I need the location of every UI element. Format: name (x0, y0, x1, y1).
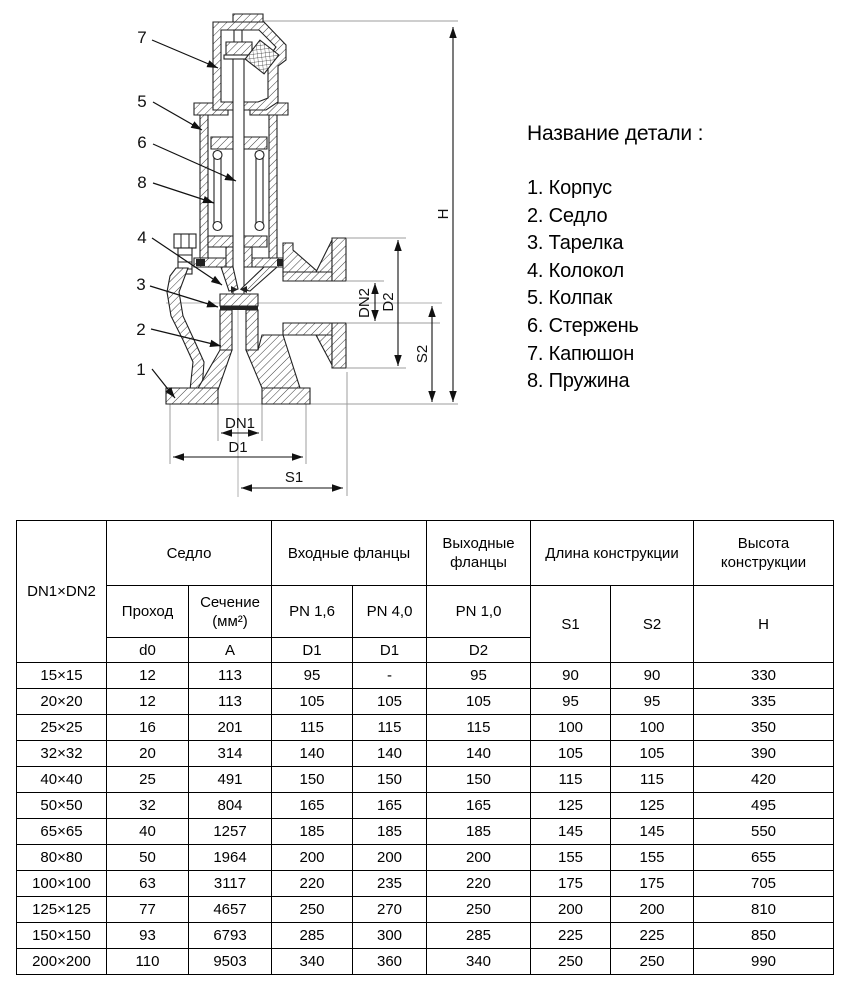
table-cell: 105 (531, 741, 611, 767)
table-cell: 50×50 (17, 793, 107, 819)
col-header-length: Длина конструкции (531, 521, 694, 586)
table-cell: 200 (272, 845, 353, 871)
bell-part (221, 267, 277, 293)
table-cell: 125 (531, 793, 611, 819)
callout-5: 5 (137, 92, 147, 111)
table-cell: 105 (272, 689, 353, 715)
col-header-h: H (694, 586, 834, 663)
table-cell: 20 (107, 741, 189, 767)
table-cell: 1964 (189, 845, 272, 871)
table-cell: 115 (427, 715, 531, 741)
table-cell: 95 (272, 663, 353, 689)
table-cell: 40 (107, 819, 189, 845)
table-cell: 850 (694, 923, 834, 949)
table-cell: 655 (694, 845, 834, 871)
disc-part (220, 294, 258, 310)
legend-item-pruzhina: 8. Пружина (527, 370, 630, 393)
dim-label-d2: D2 (380, 292, 397, 312)
table-cell: 165 (353, 793, 427, 819)
table-cell: 200 (611, 897, 694, 923)
table-cell: 200 (531, 897, 611, 923)
col-header-a: A (189, 638, 272, 663)
table-cell: 40×40 (17, 767, 107, 793)
dim-label-d1: D1 (228, 439, 248, 456)
table-cell: 20×20 (17, 689, 107, 715)
col-header-outlet (427, 521, 531, 586)
table-cell: 15×15 (17, 663, 107, 689)
dim-label-s1: S1 (284, 469, 304, 486)
table-cell: 185 (427, 819, 531, 845)
table-cell: 804 (189, 793, 272, 819)
callout-7: 7 (137, 28, 147, 47)
table-cell: 314 (189, 741, 272, 767)
col-header-s2: S2 (611, 586, 694, 663)
dim-label-dn2: DN2 (356, 287, 373, 319)
table-cell: 165 (272, 793, 353, 819)
table-cell: 335 (694, 689, 834, 715)
table-cell: 250 (531, 949, 611, 975)
table-cell: 250 (611, 949, 694, 975)
table-cell: 110 (107, 949, 189, 975)
table-cell: 95 (611, 689, 694, 715)
table-cell: 115 (353, 715, 427, 741)
col-header-pn40: PN 4,0 (353, 586, 427, 638)
table-cell: 330 (694, 663, 834, 689)
callout-2: 2 (136, 320, 146, 339)
table-cell: 3117 (189, 871, 272, 897)
table-cell: 145 (531, 819, 611, 845)
table-cell: 32 (107, 793, 189, 819)
table-cell: 125×125 (17, 897, 107, 923)
table-row (17, 949, 834, 975)
legend-item-sterzhen: 6. Стержень (527, 314, 639, 337)
table-body (17, 663, 834, 975)
table-cell: 225 (531, 923, 611, 949)
table-cell: 250 (272, 897, 353, 923)
col-header-height (694, 521, 834, 586)
valve-drawing (0, 0, 500, 515)
table-cell: 113 (189, 663, 272, 689)
table-cell: 150 (272, 767, 353, 793)
table-cell: 9503 (189, 949, 272, 975)
table-cell: 285 (427, 923, 531, 949)
table-cell: 25×25 (17, 715, 107, 741)
table-cell: 115 (272, 715, 353, 741)
table-cell: 80×80 (17, 845, 107, 871)
legend-item-korpus: 1. Корпус (527, 177, 612, 199)
table-cell: 140 (272, 741, 353, 767)
header-line: конструкции (720, 554, 807, 571)
col-header-prohod: Проход (107, 586, 189, 638)
table-cell: 125 (611, 793, 694, 819)
table-cell: 990 (694, 949, 834, 975)
table-cell: 200 (427, 845, 531, 871)
table-cell: 200 (353, 845, 427, 871)
table-cell: 95 (427, 663, 531, 689)
table-cell: 12 (107, 663, 189, 689)
table-cell: 220 (272, 871, 353, 897)
table-header (17, 521, 834, 663)
table-cell: 235 (353, 871, 427, 897)
table-cell: 25 (107, 767, 189, 793)
table-cell: 340 (272, 949, 353, 975)
legend-title: Название детали : (527, 122, 704, 145)
table-cell: 145 (611, 819, 694, 845)
table-cell: 390 (694, 741, 834, 767)
table-cell: 155 (611, 845, 694, 871)
dimensions-table (16, 520, 834, 975)
table-cell: 155 (531, 845, 611, 871)
table-cell: 140 (353, 741, 427, 767)
legend-item-kolpak: 5. Колпак (527, 287, 613, 310)
legend-item-kapyushon: 7. Капюшон (527, 342, 635, 365)
table-cell: 225 (611, 923, 694, 949)
table-row (17, 689, 834, 715)
callout-4: 4 (137, 228, 147, 247)
dim-label-dn1: DN1 (224, 415, 256, 432)
callout-8: 8 (137, 173, 147, 192)
dim-label-h: H (435, 208, 452, 220)
col-header-d2: D2 (427, 638, 531, 663)
table-cell: 491 (189, 767, 272, 793)
table-cell: 90 (611, 663, 694, 689)
table-cell: 105 (611, 741, 694, 767)
table-cell: 300 (353, 923, 427, 949)
table-cell: 6793 (189, 923, 272, 949)
table-cell: 350 (694, 715, 834, 741)
table-row (17, 715, 834, 741)
table-cell: 810 (694, 897, 834, 923)
stem-part (233, 30, 244, 297)
table-cell: 220 (427, 871, 531, 897)
table-cell: 420 (694, 767, 834, 793)
table-row (17, 897, 834, 923)
table-cell: 4657 (189, 897, 272, 923)
table-row (17, 767, 834, 793)
table-cell: 32×32 (17, 741, 107, 767)
table-cell: 12 (107, 689, 189, 715)
table-cell: 1257 (189, 819, 272, 845)
table-cell: 77 (107, 897, 189, 923)
header-line: Сечение (200, 593, 260, 611)
legend-items (527, 175, 827, 396)
table-cell: 175 (531, 871, 611, 897)
col-header-dn: DN1×DN2 (17, 521, 107, 663)
table-cell: 93 (107, 923, 189, 949)
col-header-d1-40: D1 (353, 638, 427, 663)
header-line: (мм²) (212, 612, 248, 630)
table-cell: 115 (611, 767, 694, 793)
header-line: Выходные (442, 535, 515, 552)
table-cell: 100×100 (17, 871, 107, 897)
col-header-s1: S1 (531, 586, 611, 663)
table-cell: 150×150 (17, 923, 107, 949)
table-cell: 270 (353, 897, 427, 923)
legend-item-kolokol: 4. Колокол (527, 259, 624, 282)
table-cell: 360 (353, 949, 427, 975)
table-cell: 175 (611, 871, 694, 897)
table-cell: 63 (107, 871, 189, 897)
table-cell: 50 (107, 845, 189, 871)
table-cell: 100 (611, 715, 694, 741)
table-cell: 140 (427, 741, 531, 767)
callout-1: 1 (136, 360, 146, 379)
table-cell: 150 (353, 767, 427, 793)
col-header-inlet: Входные фланцы (272, 521, 427, 586)
table-cell: 250 (427, 897, 531, 923)
table-cell: 495 (694, 793, 834, 819)
callout-3: 3 (136, 275, 146, 294)
callout-numbers (136, 28, 146, 379)
table-cell: 165 (427, 793, 531, 819)
col-header-pn10: PN 1,0 (427, 586, 531, 638)
table-cell: 115 (531, 767, 611, 793)
col-header-d0: d0 (107, 638, 189, 663)
table-row (17, 793, 834, 819)
table-cell: 340 (427, 949, 531, 975)
table-row (17, 923, 834, 949)
col-header-d1-16: D1 (272, 638, 353, 663)
col-header-pn16: PN 1,6 (272, 586, 353, 638)
legend-item-sedlo: 2. Седло (527, 204, 608, 227)
table-cell: 200×200 (17, 949, 107, 975)
table-row (17, 819, 834, 845)
header-line: фланцы (450, 554, 507, 571)
table-cell: 113 (189, 689, 272, 715)
table-row (17, 663, 834, 689)
table-cell: 285 (272, 923, 353, 949)
table-cell: 150 (427, 767, 531, 793)
table-cell: 705 (694, 871, 834, 897)
table-cell: 105 (353, 689, 427, 715)
seat-part (220, 310, 258, 350)
dim-label-s2: S2 (414, 344, 431, 364)
table-cell: 16 (107, 715, 189, 741)
col-header-sedlo: Седло (107, 521, 272, 586)
table-row (17, 845, 834, 871)
table-cell: 90 (531, 663, 611, 689)
header-line: Высота (737, 535, 790, 552)
legend-item-tarelka: 3. Тарелка (527, 232, 624, 255)
table-cell: 201 (189, 715, 272, 741)
callout-6: 6 (137, 133, 147, 152)
table-cell: 65×65 (17, 819, 107, 845)
table-cell: - (353, 663, 427, 689)
table-cell: 105 (427, 689, 531, 715)
col-header-sechenie (189, 586, 272, 638)
table-row (17, 871, 834, 897)
table-cell: 185 (353, 819, 427, 845)
parts-legend (527, 122, 827, 396)
table-cell: 550 (694, 819, 834, 845)
table-cell: 185 (272, 819, 353, 845)
table-row (17, 741, 834, 767)
table-cell: 95 (531, 689, 611, 715)
table-cell: 100 (531, 715, 611, 741)
